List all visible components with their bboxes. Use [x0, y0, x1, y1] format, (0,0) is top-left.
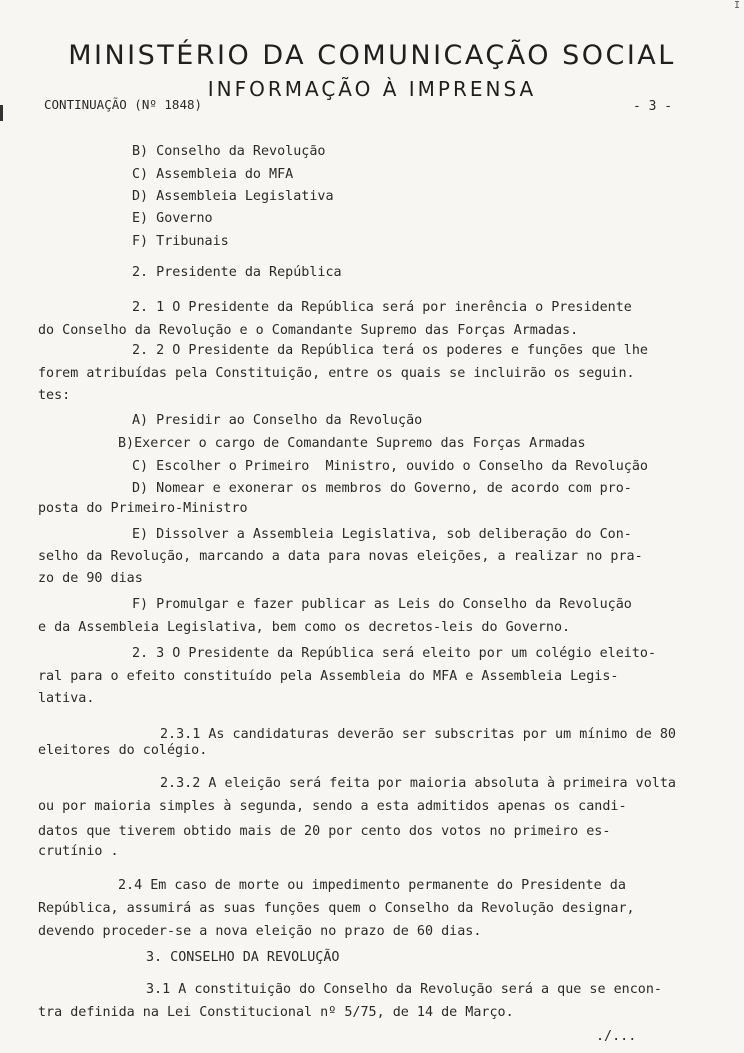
list-item: F) Tribunais — [132, 234, 229, 249]
text-line: 2. 3 O Presidente da República será eleito por um colégio eleito- — [132, 646, 657, 661]
text-line: posta do Primeiro-Ministro — [38, 501, 248, 516]
list-item: B) Conselho da Revolução — [132, 144, 326, 159]
list-item: C) Assembleia do MFA — [132, 167, 294, 182]
list-item: F) Promulgar e fazer publicar as Leis do Conselho da Revolução — [132, 597, 632, 612]
text-line: forem atribuídas pela Constituição, entre os quais se incluirão os seguin. — [38, 366, 635, 381]
text-line: 3.1 A constituição do Conselho da Revolução será a que se encon- — [146, 982, 662, 997]
text-line: crutínio . — [38, 844, 119, 859]
text-line: 2.3.1 As candidaturas deverão ser subscritas por um mínimo de 80 — [160, 727, 676, 742]
corner-mark: I — [734, 0, 741, 11]
text-line: selho da Revolução, marcando a data para novas eleições, a realizar no pra- — [38, 549, 643, 564]
text-line: 2.3.2 A eleição será feita por maioria absoluta à primeira volta — [160, 776, 676, 791]
list-item: D) Nomear e exonerar os membros do Governo, de acordo com pro- — [132, 481, 632, 496]
list-item: E) Governo — [132, 211, 213, 226]
section-heading: 2. Presidente da República — [132, 265, 342, 280]
list-item: B)Exercer o cargo de Comandante Supremo das Forças Armadas — [118, 436, 586, 451]
list-item: E) Dissolver a Assembleia Legislativa, sob deliberação do Con- — [132, 527, 632, 542]
text-line: lativa. — [38, 691, 95, 706]
edge-mark — [0, 105, 3, 121]
text-line: devendo proceder-se a nova eleição no prazo de 60 dias. — [38, 924, 482, 939]
list-item: D) Assembleia Legislativa — [132, 189, 334, 204]
page-number: - 3 - — [633, 99, 673, 114]
text-line: do Conselho da Revolução e o Comandante Supremo das Forças Armadas. — [38, 323, 579, 338]
text-line: 2. 1 O Presidente da República será por inerência o Presidente — [132, 300, 632, 315]
text-line: 2. 2 O Presidente da República terá os poderes e funções que lhe — [132, 343, 648, 358]
text-line: datos que tiverem obtido mais de 20 por cento dos votos no primeiro es- — [38, 824, 611, 839]
text-line: 2.4 Em caso de morte ou impedimento permanente do Presidente da — [118, 878, 626, 893]
continuation-label: CONTINUAÇÃO (Nº 1848) — [44, 97, 203, 112]
list-item: C) Escolher o Primeiro Ministro, ouvido o Conselho da Revolução — [132, 459, 648, 474]
text-line: República, assumirá as suas funções quem o Conselho da Revolução designar, — [38, 901, 635, 916]
text-line: ral para o efeito constituído pela Assembleia do MFA e Assembleia Legis- — [38, 669, 619, 684]
press-subtitle: INFORMAÇÃO À IMPRENSA — [207, 77, 537, 101]
section-heading: 3. CONSELHO DA REVOLUÇÃO — [146, 950, 340, 965]
list-item: A) Presidir ao Conselho da Revolução — [132, 413, 423, 428]
text-line: e da Assembleia Legislativa, bem como os decretos-leis do Governo. — [38, 620, 571, 635]
continuation-mark: ./... — [596, 1029, 637, 1044]
text-line: eleitores do colégio. — [38, 743, 208, 758]
text-line: zo de 90 dias — [38, 571, 143, 586]
text-line: tes: — [38, 388, 71, 403]
text-line: ou por maioria simples à segunda, sendo a esta admitidos apenas os candi- — [38, 799, 627, 814]
ministry-title: MINISTÉRIO DA COMUNICAÇÃO SOCIAL — [68, 40, 676, 71]
text-line: tra definida na Lei Constitucional nº 5/75, de 14 de Março. — [38, 1005, 514, 1020]
